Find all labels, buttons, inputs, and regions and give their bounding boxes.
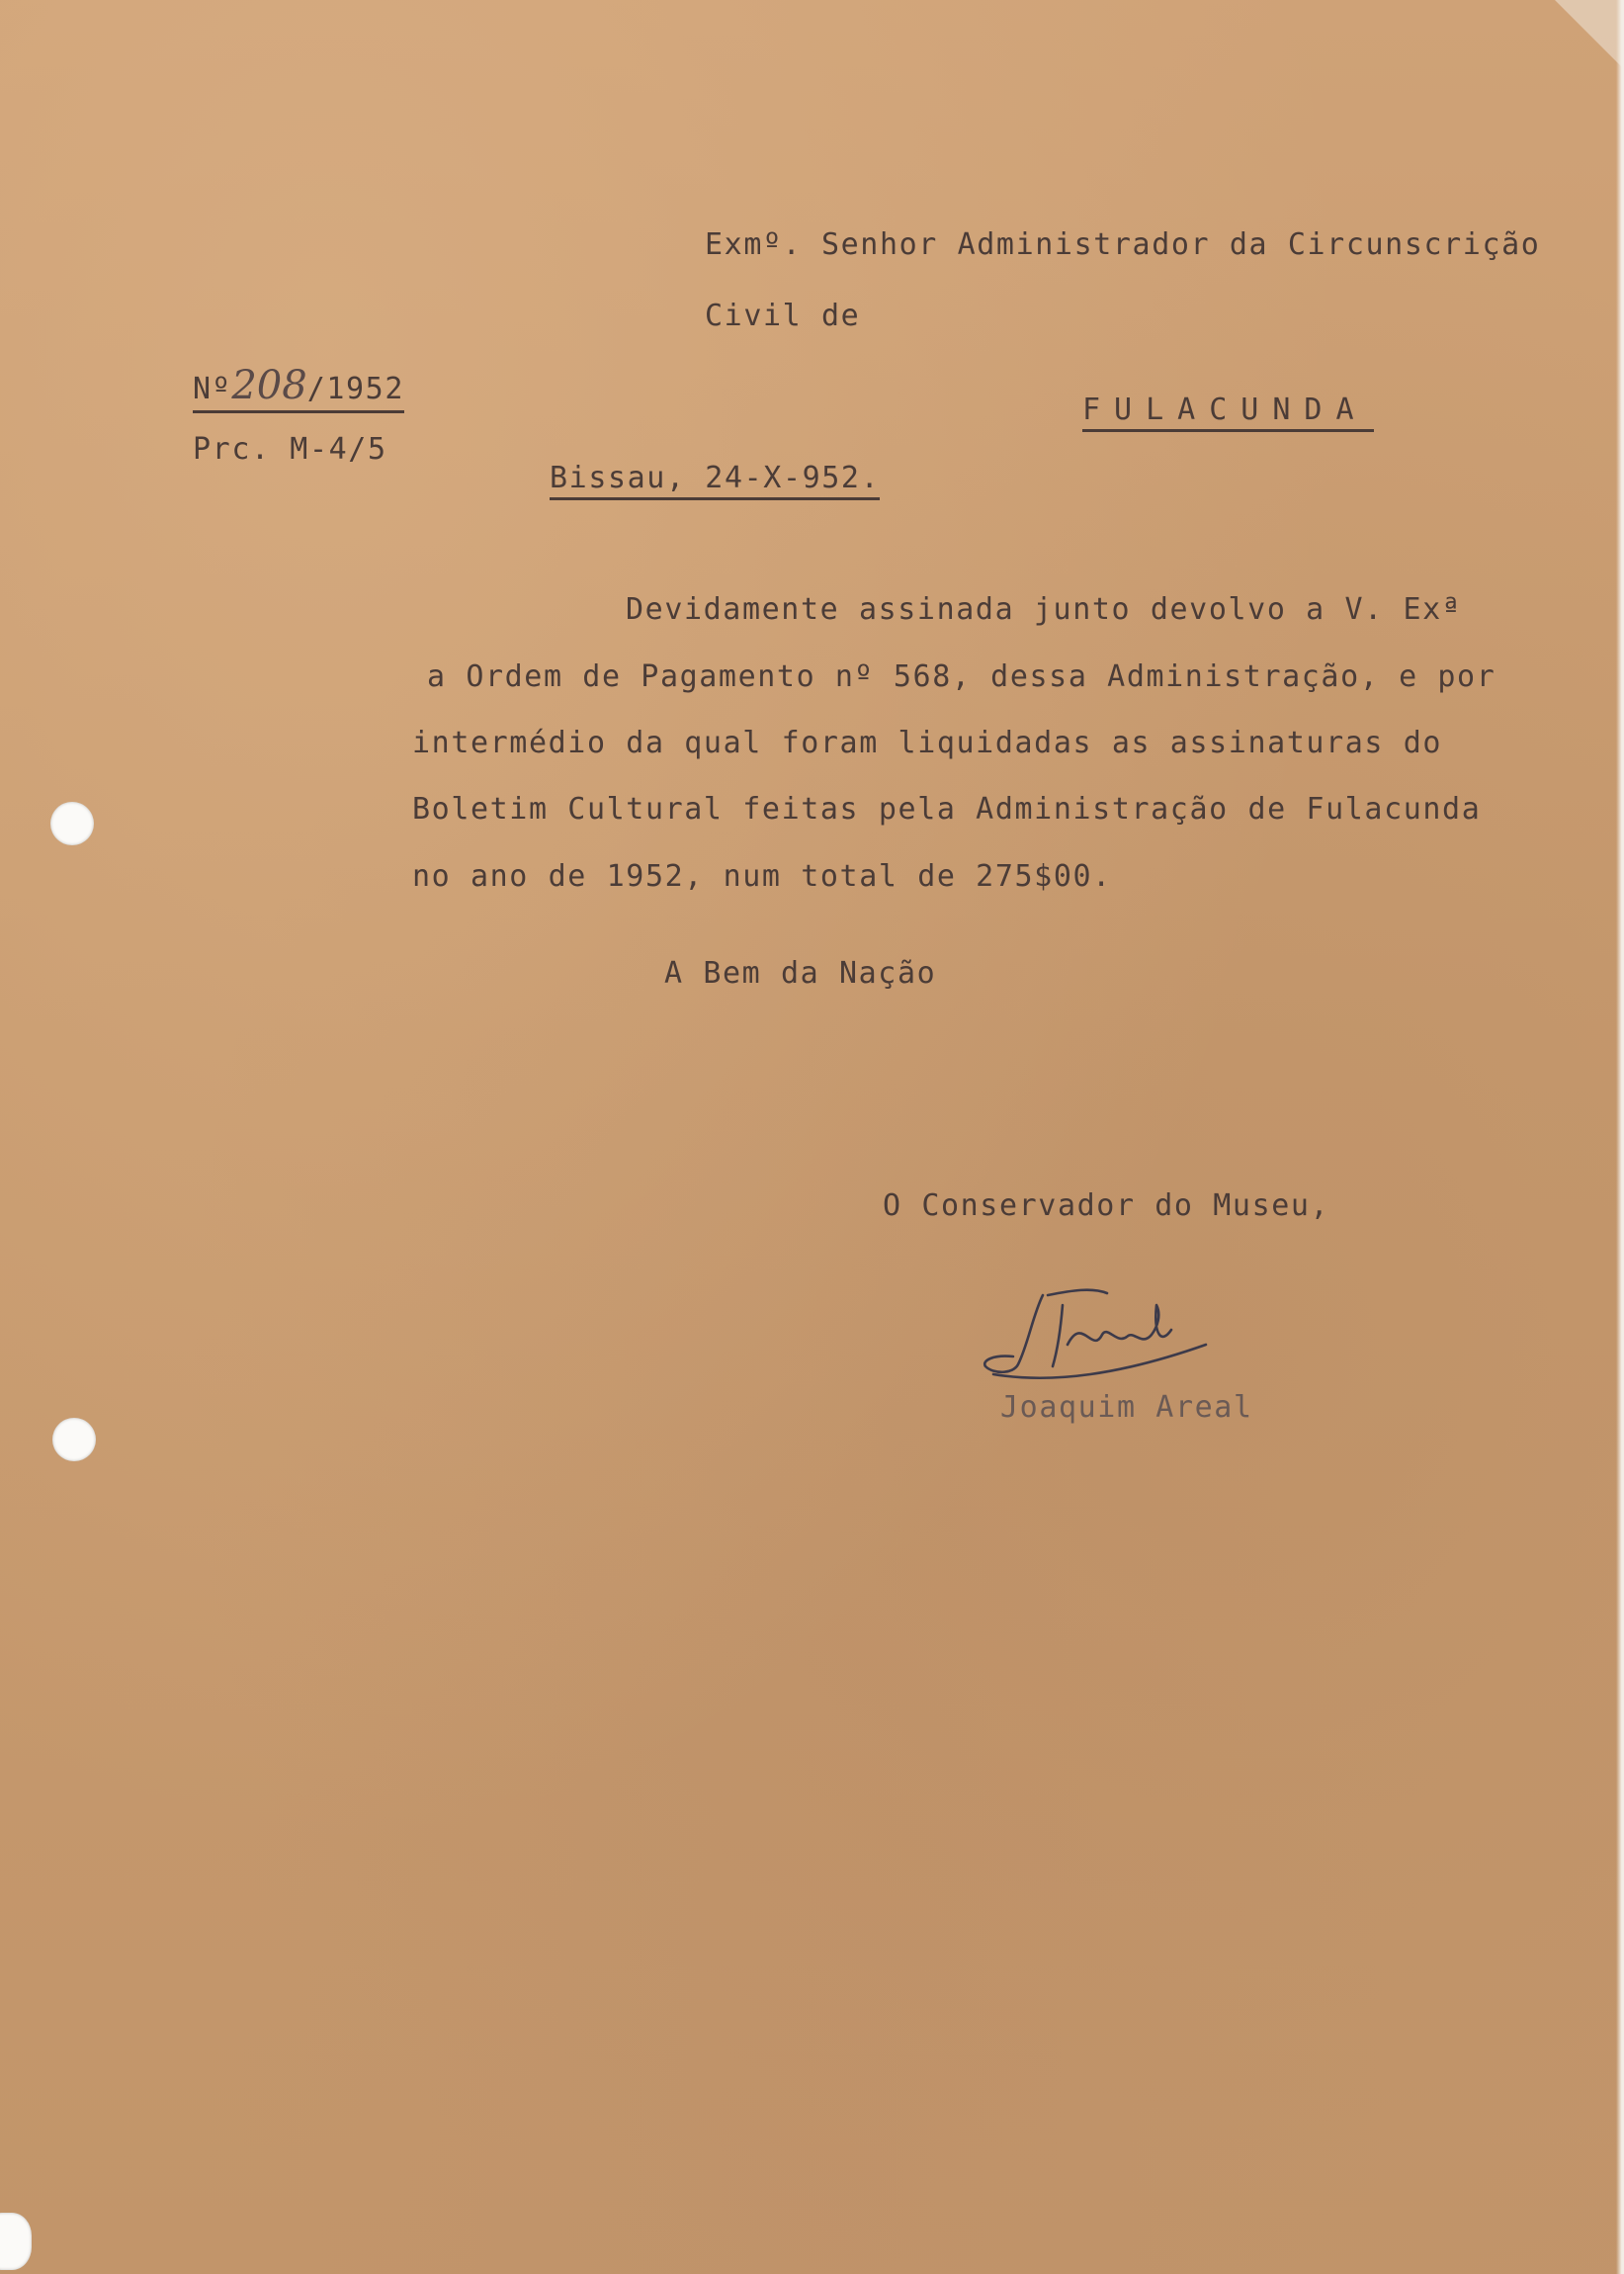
recipient-line: Exmº. Senhor Administrador da Circunscrição	[705, 227, 1541, 262]
body-line: no ano de 1952, num total de 275$00.	[412, 859, 1112, 894]
reference-handwritten-number: 208	[231, 363, 307, 408]
reference-number	[193, 363, 404, 413]
process-reference: Prc. M-4/5	[193, 432, 387, 467]
closing-salutation: A Bem da Nação	[664, 956, 937, 991]
reference-prefix: Nº	[193, 372, 232, 406]
body-line: a Ordem de Pagamento nº 568, dessa Administração, e por	[427, 659, 1496, 694]
recipient-line: Civil de	[705, 299, 861, 333]
body-line: Boletim Cultural feitas pela Administração de Fulacunda	[412, 792, 1482, 827]
date-line: Bissau, 24-X-952.	[550, 461, 880, 500]
signatory-name: Joaquim Areal	[1000, 1390, 1253, 1425]
recipient-place: FULACUNDA	[1082, 393, 1374, 432]
body-line: intermédio da qual foram liquidadas as assinaturas do	[412, 726, 1443, 760]
handwritten-signature	[974, 1275, 1231, 1404]
body-line: Devidamente assinada junto devolvo a V. Exª	[626, 592, 1462, 627]
reference-year: /1952	[306, 372, 404, 406]
punch-hole	[52, 1418, 96, 1461]
punch-hole	[0, 2213, 32, 2270]
punch-hole	[50, 802, 94, 845]
page-edge	[1616, 0, 1624, 2274]
signatory-title: O Conservador do Museu,	[883, 1188, 1330, 1223]
page-corner	[1555, 0, 1624, 69]
